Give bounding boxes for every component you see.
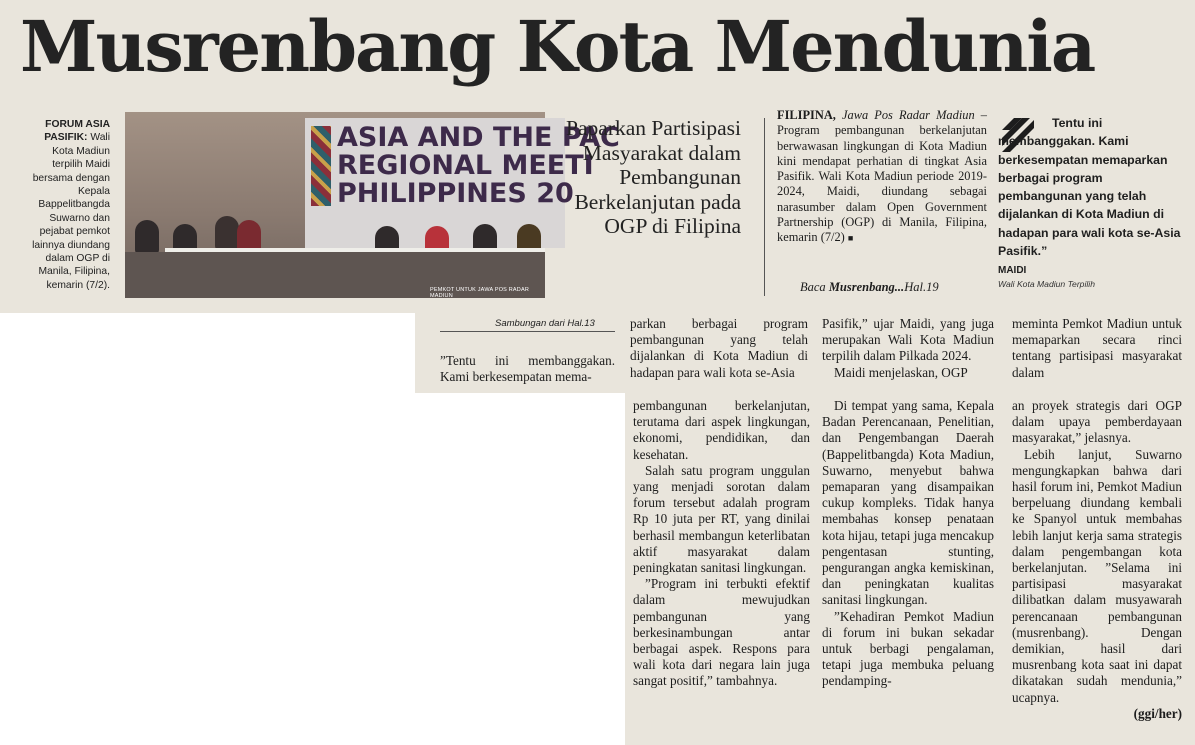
byline-initials: (ggi/her) [1133, 705, 1182, 721]
baca-prefix: Baca [800, 280, 826, 294]
continuation-label: Sambungan dari Hal.13 [495, 318, 595, 329]
paragraph: ”Program ini terbukti efektif dalam mewujudkan pembangunan yang berkesinambungan antar berbagai aspek. Respons para wali kota dari negara lain juga sangat positif,” tambahnya. [633, 576, 810, 689]
paragraph: Maidi menjelaskan, OGP [834, 364, 968, 380]
banner-line: ASIA AND THE PAC [337, 122, 620, 153]
caption-text: Wali Kota Madiun terpilih Maidi bersama dengan Kepala Bappelitbangda Suwarno dan pejabat pemkot lainnya diundang dalam OGP di Manila, Filipina, kemarin (7/2). [32, 132, 110, 291]
lead-text: – Program pembangunan berkelanjutan berwawasan lingkungan di Kota Madiun kini mendapat perhatian di tingkat Asia Pasifik. Wali Kota Madiun periode 2019-2024, Maidi, diundang sebagai narasumber dalam Open Government Partnership (OGP) di Manila, Filipina, kemarin (7/2) [777, 108, 987, 245]
quote-attribution-role: Wali Kota Madiun Terpilih [998, 279, 1095, 289]
pull-quote: Tentu ini membanggakan. Kami berkesempatan memaparkan berbagai program pembangunan yang telah dijalankan di Kota Madiun di hadapan para wali kota se-Asia Pasifik.” [998, 116, 1181, 259]
continuation-col-2: parkan berbagai program pembangunan yang telah dijalankan di Kota Madiun di hadapan para wali kota se-Asia [630, 316, 808, 380]
news-photo [125, 112, 620, 299]
banner-line: REGIONAL MEETI [337, 150, 594, 181]
body-column-3 [822, 398, 994, 690]
lead-dateline: FILIPINA, [777, 108, 836, 122]
paragraph: Salah satu program unggulan yang menjadi sorotan dalam forum tersebut adalah program Rp 10 juta per RT, yang dinilai berhasil membangun keterlibatan aktif masyarakat dalam peningkatan sanitasi lingkungan. [633, 462, 810, 576]
baca-title: Musrenbang... [828, 280, 905, 294]
paragraph: Di tempat yang sama, Kepala Badan Perencanaan, Penelitian, dan Pengembangan Daerah (Bappelitbangda) Kota Madiun, Suwarno, menyebut bahwa pemaparan yang disampaikan cukup kompleks. Tidak hanya membahas konsep penataan kota hijau, tetapi juga mencakup pengentasan stunting, pengurangan angka kemiskinan, dan peningkatan kualitas sanitasi lingkungan. [822, 398, 994, 608]
photo-credit: PEMKOT UNTUK JAWA POS RADAR MADIUN [430, 287, 530, 299]
end-mark: ■ [847, 233, 854, 244]
paragraph: Lebih lanjut, Suwarno mengungkapkan bahwa dari hasil forum ini, Pemkot Madiun berpeluang diundang kembali ke Spanyol untuk membahas lebih lanjut kerja sama strategis dalam pengembangan kota berkelanjutan. ”Selama ini partisipasi masyarakat dilibatkan dalam musyawarah perencanaan pembangunan (musrenbang). Dengan demikian, hasil dari musrenbang kota saat ini dapat dikatakan sudah mendunia,” ucapnya. [1012, 446, 1182, 705]
person-figure [135, 220, 159, 254]
quote-attribution-name: MAIDI [998, 265, 1027, 276]
photo-caption [22, 118, 110, 292]
baca-page: Hal.19 [904, 280, 939, 294]
banner-pattern-icon [311, 126, 331, 206]
paragraph: pembangunan berkelanjutan, terutama dari aspek lingkungan, ekonomi, pendidikan, dan kesehatan. [633, 398, 810, 462]
lead-source: Jawa Pos Radar Madiun [842, 108, 975, 122]
subheadline: Paparkan Partisipasi Masyarakat dalam Pembangunan Berkelanjutan pada OGP di Filipina [566, 116, 741, 238]
continuation-col-4: meminta Pemkot Madiun untuk memaparkan secara rinci tentang partisipasi masyarakat dalam [1012, 316, 1182, 380]
paragraph: Pasifik,” ujar Maidi, yang juga merupakan Wali Kota Madiun terpilih dalam Pilkada 2024. [822, 316, 994, 364]
lead-paragraph [777, 108, 987, 247]
headline: Musrenbang Kota Mendunia [20, 5, 1095, 88]
continuation-rule [440, 331, 615, 332]
body-column-4 [1012, 398, 1182, 722]
banner-line: PHILIPPINES 20 [337, 178, 574, 209]
continuation-col-1: ”Tentu ini membanggakan. Kami berkesempatan mema- [440, 353, 615, 385]
paragraph: an proyek strategis dari OGP dalam upaya pemberdayaan masyarakat,” jelasnya. [1012, 398, 1182, 446]
person-figure [215, 216, 239, 250]
column-divider [764, 118, 765, 296]
caption-label: FORUM ASIA PASIFIK: [44, 119, 110, 144]
paragraph: ”Kehadiran Pemkot Madiun di forum ini bukan sekadar untuk berbagi pengalaman, tetapi juga membuka peluang pendamping- [822, 608, 994, 689]
body-column-2 [633, 398, 810, 690]
continuation-reference [800, 280, 939, 295]
continuation-col-3 [822, 316, 994, 381]
